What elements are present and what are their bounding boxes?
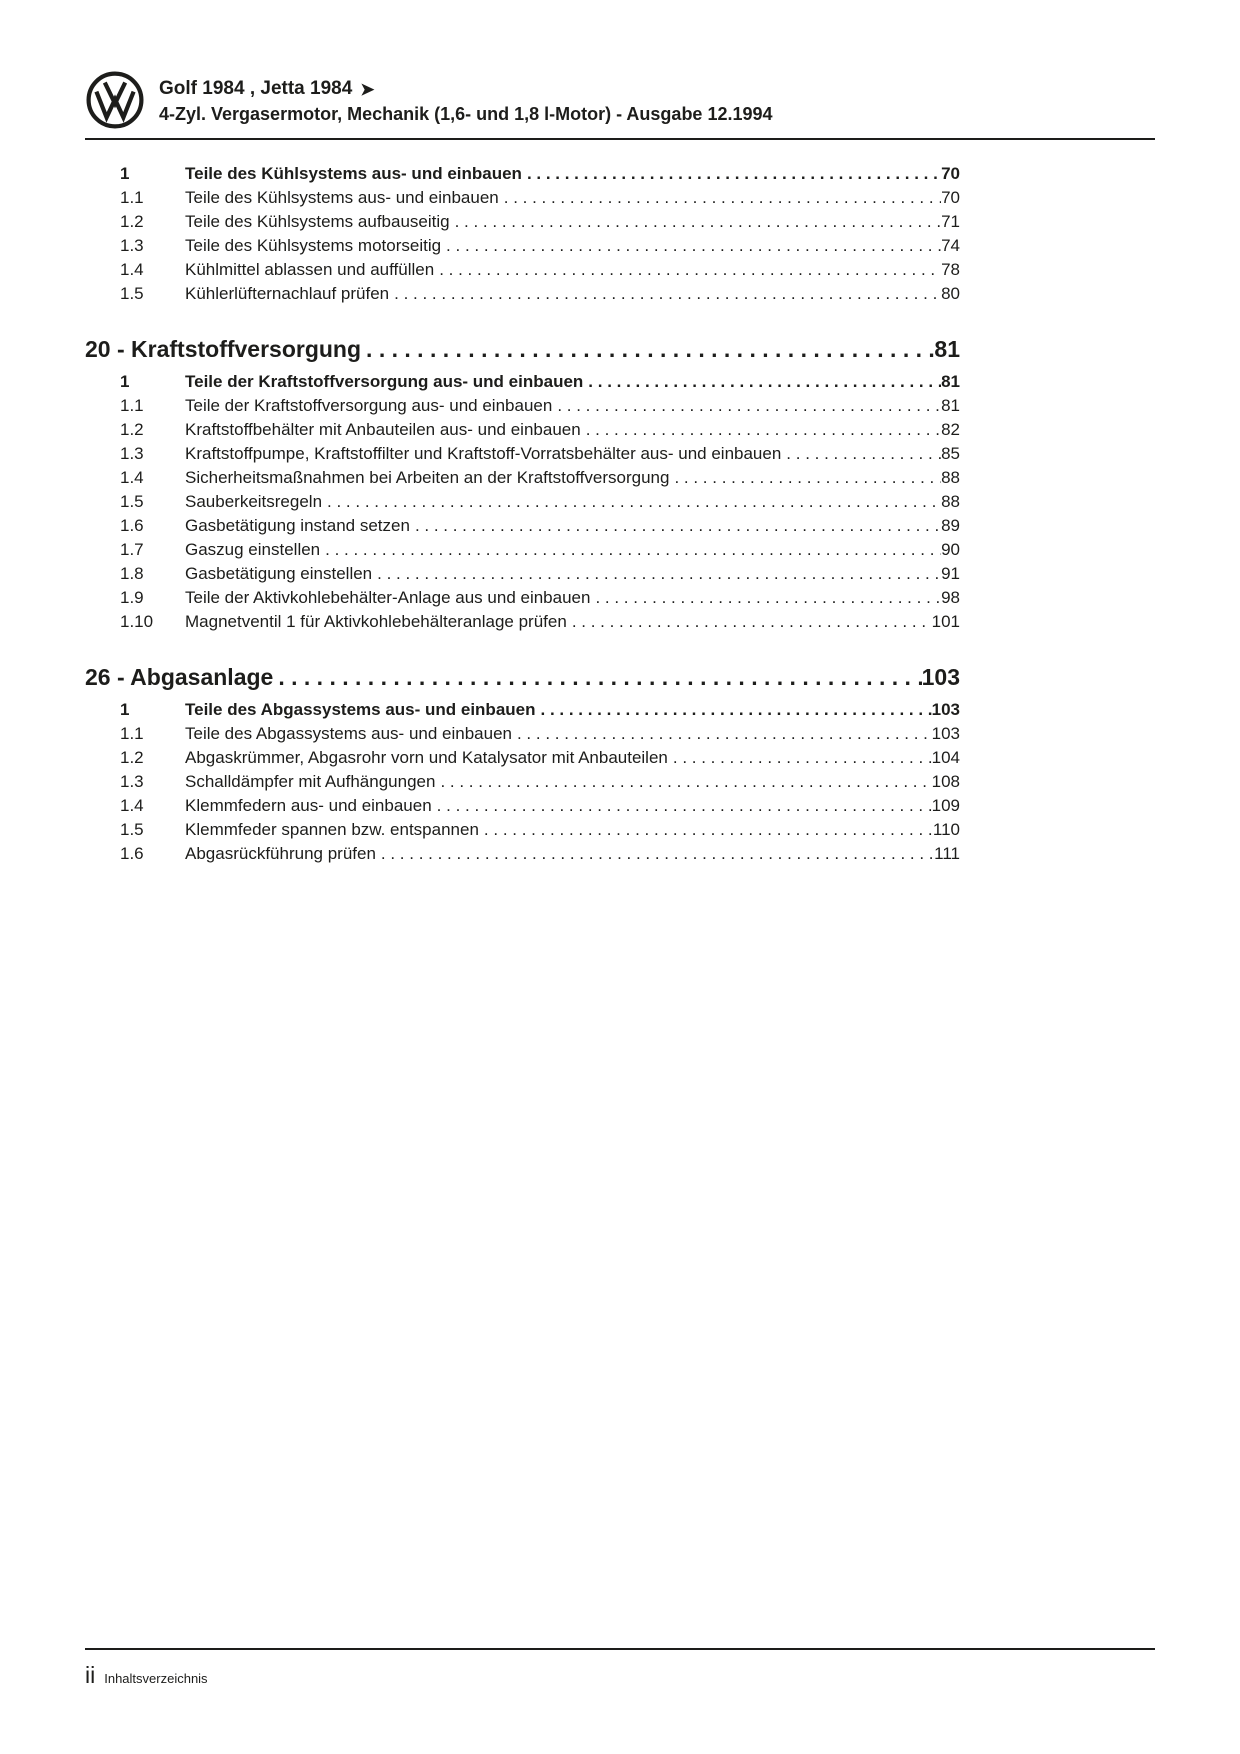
toc-entry-page: 89 <box>941 516 960 535</box>
toc-leader-dots <box>361 332 934 366</box>
toc-entry[interactable] <box>85 370 960 394</box>
toc-leader-dots <box>581 418 941 442</box>
toc-entry-page: 101 <box>931 612 960 631</box>
toc-entry-number: 1.3 <box>120 444 144 463</box>
toc-leader-dots <box>450 210 941 234</box>
toc-leader-dots <box>567 610 932 634</box>
toc-leader-dots <box>522 162 941 186</box>
toc-entry-page: 103 <box>931 724 960 743</box>
toc-entry-title: Kühlmittel ablassen und auffüllen <box>185 260 435 279</box>
toc-leader-dots <box>668 746 932 770</box>
toc-entry-title: Teile der Aktivkohlebehälter-Anlage aus und einbauen <box>185 588 591 607</box>
toc-entry-page: 70 <box>941 164 960 183</box>
footer-text <box>85 1664 1155 1687</box>
toc-entry-number: 1.8 <box>120 564 144 583</box>
toc-leader-dots <box>376 842 934 866</box>
toc-entry-number: 1.2 <box>120 420 144 439</box>
toc-entry[interactable] <box>85 538 960 562</box>
toc-entry[interactable] <box>85 210 960 234</box>
toc-entry-title: Gaszug einstellen <box>185 540 321 559</box>
toc-leader-dots <box>273 660 921 694</box>
toc-leader-dots <box>320 538 941 562</box>
toc-entry-title: Teile des Abgassystems aus- und einbauen <box>185 700 536 719</box>
toc-leader-dots <box>435 770 931 794</box>
toc-leader-dots <box>781 442 941 466</box>
toc-group <box>85 162 960 306</box>
toc-entry-number: 1.3 <box>120 236 144 255</box>
toc-entry-page: 81 <box>941 396 960 415</box>
toc-group-heading[interactable] <box>85 660 960 694</box>
toc-leader-dots <box>583 370 941 394</box>
toc <box>85 162 960 866</box>
toc-entry-number: 1.2 <box>120 748 144 767</box>
header-titles <box>159 70 773 127</box>
toc-entry-page: 88 <box>941 492 960 511</box>
page-footer <box>85 1648 1155 1687</box>
toc-leader-dots <box>372 562 941 586</box>
toc-entry-title: Gasbetätigung einstellen <box>185 564 373 583</box>
toc-entry-title: Kraftstoffbehälter mit Anbauteilen aus- und einbauen <box>185 420 581 439</box>
toc-entry[interactable] <box>85 770 960 794</box>
toc-entry-title: Teile des Kühlsystems motorseitig <box>185 236 442 255</box>
toc-entry-number: 1.5 <box>120 284 144 303</box>
header-subtitle: 4-Zyl. Vergasermotor, Mechanik (1,6- und 1,8 l-Motor) - Ausgabe 12.1994 <box>159 104 773 124</box>
toc-entry-title: Teile des Kühlsystems aus- und einbauen <box>185 164 522 183</box>
header-model-text: Golf 1984 , Jetta 1984 <box>159 78 353 99</box>
toc-entry-page: 103 <box>931 700 960 719</box>
toc-leader-dots <box>434 258 941 282</box>
toc-entry-title: Teile der Kraftstoffversorgung aus- und einbauen <box>185 372 584 391</box>
toc-entry[interactable] <box>85 466 960 490</box>
toc-entry-title: Teile der Kraftstoffversorgung aus- und einbauen <box>185 396 553 415</box>
toc-entry-number: 1.5 <box>120 492 144 511</box>
toc-group-page: 81 <box>934 336 960 362</box>
toc-group-title: 26 - Abgasanlage <box>85 664 274 690</box>
toc-entry-page: 90 <box>941 540 960 559</box>
toc-entry[interactable] <box>85 818 960 842</box>
toc-entry[interactable] <box>85 258 960 282</box>
toc-entry-number: 1.1 <box>120 724 144 743</box>
toc-entry-title: Teile des Kühlsystems aufbauseitig <box>185 212 450 231</box>
toc-entry-page: 78 <box>941 260 960 279</box>
toc-entry-number: 1.6 <box>120 516 144 535</box>
toc-entry-number: 1.1 <box>120 188 144 207</box>
toc-entry-title: Sauberkeitsregeln <box>185 492 323 511</box>
toc-entry-number: 1.6 <box>120 844 144 863</box>
toc-leader-dots <box>410 514 941 538</box>
toc-entry[interactable] <box>85 514 960 538</box>
toc-entry[interactable] <box>85 794 960 818</box>
toc-leader-dots <box>512 722 932 746</box>
toc-entry-number: 1.4 <box>120 468 144 487</box>
toc-entry-page: 85 <box>941 444 960 463</box>
footer-section-label: Inhaltsverzeichnis <box>104 1671 208 1686</box>
toc-entry[interactable] <box>85 234 960 258</box>
toc-group-heading[interactable] <box>85 332 960 366</box>
toc-entry[interactable] <box>85 162 960 186</box>
toc-entry[interactable] <box>85 394 960 418</box>
toc-entry-title: Magnetventil 1 für Aktivkohlebehälteranlage prüfen <box>185 612 567 631</box>
toc-entry-number: 1.7 <box>120 540 144 559</box>
toc-leader-dots <box>432 794 932 818</box>
toc-leader-dots <box>590 586 941 610</box>
toc-entry-number: 1 <box>120 164 130 183</box>
toc-entry[interactable] <box>85 842 960 866</box>
toc-group <box>85 332 960 634</box>
toc-entry-title: Abgaskrümmer, Abgasrohr vorn und Katalysator mit Anbauteilen <box>185 748 668 767</box>
toc-leader-dots <box>441 234 941 258</box>
toc-entry-page: 81 <box>941 372 960 391</box>
toc-leader-dots <box>552 394 941 418</box>
toc-leader-dots <box>479 818 933 842</box>
toc-entry-page: 109 <box>931 796 960 815</box>
toc-entry-page: 88 <box>941 468 960 487</box>
toc-entry-page: 82 <box>941 420 960 439</box>
toc-entry[interactable] <box>85 442 960 466</box>
toc-entry[interactable] <box>85 610 960 634</box>
toc-entry-number: 1.9 <box>120 588 144 607</box>
toc-entry-number: 1.1 <box>120 396 144 415</box>
toc-group-title: 20 - Kraftstoffversorgung <box>85 336 362 362</box>
toc-group <box>85 660 960 866</box>
toc-leader-dots <box>499 186 941 210</box>
toc-leader-dots <box>389 282 941 306</box>
toc-entry-number: 1 <box>120 372 130 391</box>
header-divider <box>85 138 1155 140</box>
toc-entry[interactable] <box>85 722 960 746</box>
toc-entry-title: Teile des Kühlsystems aus- und einbauen <box>185 188 499 207</box>
toc-entry-title: Klemmfeder spannen bzw. entspannen <box>185 820 479 839</box>
toc-entry-page: 70 <box>941 188 960 207</box>
volkswagen-logo-icon <box>85 70 145 130</box>
page-header <box>0 0 1240 130</box>
toc-entry[interactable] <box>85 586 960 610</box>
toc-entry-title: Abgasrückführung prüfen <box>185 844 376 863</box>
toc-entry[interactable] <box>85 282 960 306</box>
arrow-right-icon: ➤ <box>360 79 375 99</box>
toc-entry-title: Gasbetätigung instand setzen <box>185 516 410 535</box>
toc-entry[interactable] <box>85 746 960 770</box>
toc-entry-number: 1.2 <box>120 212 144 231</box>
toc-entry-title: Kraftstoffpumpe, Kraftstoffilter und Kraftstoff-Vorratsbehälter aus- und einbauen <box>185 444 782 463</box>
toc-entry-page: 104 <box>931 748 960 767</box>
toc-entry[interactable] <box>85 698 960 722</box>
toc-entry-page: 71 <box>941 212 960 231</box>
toc-entry-number: 1.5 <box>120 820 144 839</box>
toc-leader-dots <box>322 490 941 514</box>
header-model-line <box>159 76 773 102</box>
toc-entry-title: Teile des Abgassystems aus- und einbauen <box>185 724 512 743</box>
toc-entry-page: 110 <box>932 820 960 839</box>
toc-entry-title: Schalldämpfer mit Aufhängungen <box>185 772 436 791</box>
toc-entry-number: 1.4 <box>120 796 144 815</box>
toc-group-page: 103 <box>921 664 960 690</box>
toc-entry[interactable] <box>85 186 960 210</box>
toc-leader-dots <box>536 698 932 722</box>
toc-entry-page: 80 <box>941 284 960 303</box>
toc-entry-title: Klemmfedern aus- und einbauen <box>185 796 432 815</box>
toc-entry-number: 1.4 <box>120 260 144 279</box>
toc-entry-number: 1.10 <box>120 612 154 631</box>
toc-leader-dots <box>669 466 941 490</box>
toc-entry[interactable] <box>85 562 960 586</box>
toc-entry-title: Sicherheitsmaßnahmen bei Arbeiten an der Kraftstoffversorgung <box>185 468 670 487</box>
toc-entry-page: 111 <box>934 844 960 863</box>
toc-entry-number: 1 <box>120 700 130 719</box>
footer-divider <box>85 1648 1155 1650</box>
toc-entry[interactable] <box>85 418 960 442</box>
footer-page-number: ii <box>85 1662 96 1688</box>
toc-entry-page: 108 <box>931 772 960 791</box>
toc-entry[interactable] <box>85 490 960 514</box>
toc-entry-page: 74 <box>941 236 960 255</box>
toc-entry-title: Kühlerlüfternachlauf prüfen <box>185 284 390 303</box>
toc-entry-number: 1.3 <box>120 772 144 791</box>
toc-entry-page: 91 <box>941 564 960 583</box>
toc-entry-page: 98 <box>941 588 960 607</box>
